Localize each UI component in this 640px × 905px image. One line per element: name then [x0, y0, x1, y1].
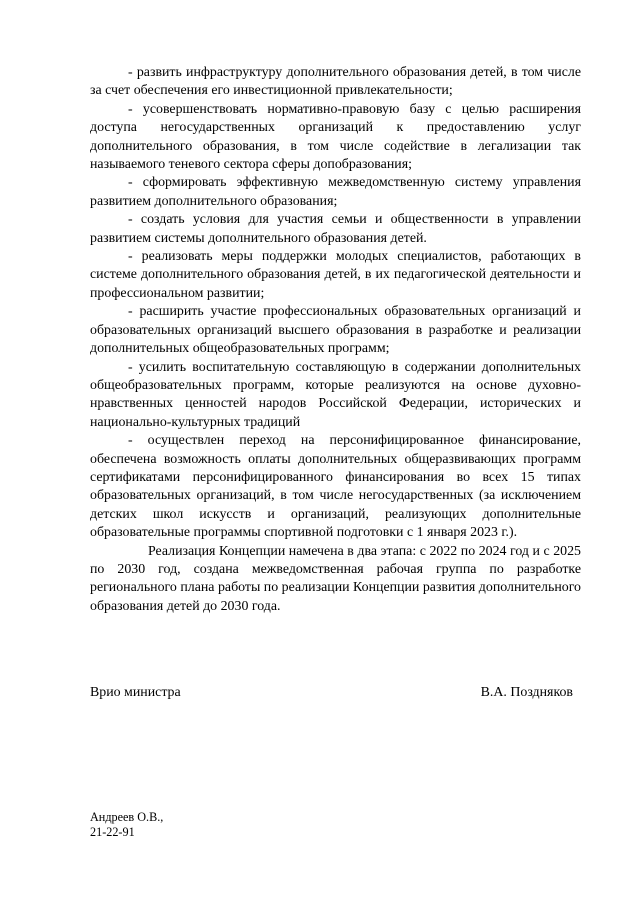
list-item: - расширить участие профессиональных образовательных организаций и образовательных организаций высшего образования в разработке и реализации дополнительных общеобразовательных программ;: [90, 304, 581, 357]
list-item: - усилить воспитательную составляющую в содержании дополнительных общеобразовательных программ, которые реализуются на основе духовно-нравственных ценностей народов Российской Федерации, исторических и национально-культурных традиций: [90, 359, 581, 430]
document-body: [90, 64, 581, 616]
list-item: - развить инфраструктуру дополнительного образования детей, в том числе за счет обеспечения его инвестиционной привлекательности;: [90, 65, 581, 99]
closing-paragraph: Реализация Концепции намечена в два этапа: с 2022 по 2024 год и с 2025 по 2030 год, создана межведомственная рабочая группа по разработке регионального плана работы по реализации Концепции развития дополнительного образования детей до 2030 года.: [90, 543, 581, 614]
list-item: - усовершенствовать нормативно-правовую базу с целью расширения доступа негосударственных организаций к предоставлению услуг дополнительного образования, в том числе содействие в легализации так называемого теневого сектора сферы допобразования;: [90, 101, 581, 173]
list-item: - реализовать меры поддержки молодых специалистов, работающих в системе дополнительного образования детей, в их педагогической деятельности и профессиональном развитии;: [90, 249, 581, 301]
list-item: - создать условия для участия семьи и общественности в управлении развитием системы дополнительного образования детей.: [90, 212, 581, 246]
list-item: - осуществлен переход на персонифицированное финансирование, обеспечена возможность оплаты дополнительных общеразвивающих программ сертификатами персонифицированного финансирования во всех 15 типах образовательных организаций, в том числе негосударственных (за исключением детских школ искусств и организаций, реализующих дополнительные образовательные программы спортивной подготовки с 1 января 2023 г.).: [90, 433, 581, 541]
executor-info: [90, 810, 163, 840]
executor-phone: 21-22-91: [90, 825, 135, 840]
signatory-role: Врио министра: [90, 685, 181, 700]
executor-name: Андреев О.В.,: [90, 810, 164, 824]
signatory-name: В.А. Поздняков: [480, 685, 573, 700]
list-item: - сформировать эффективную межведомственную систему управления развитием дополнительного образования;: [90, 175, 581, 209]
